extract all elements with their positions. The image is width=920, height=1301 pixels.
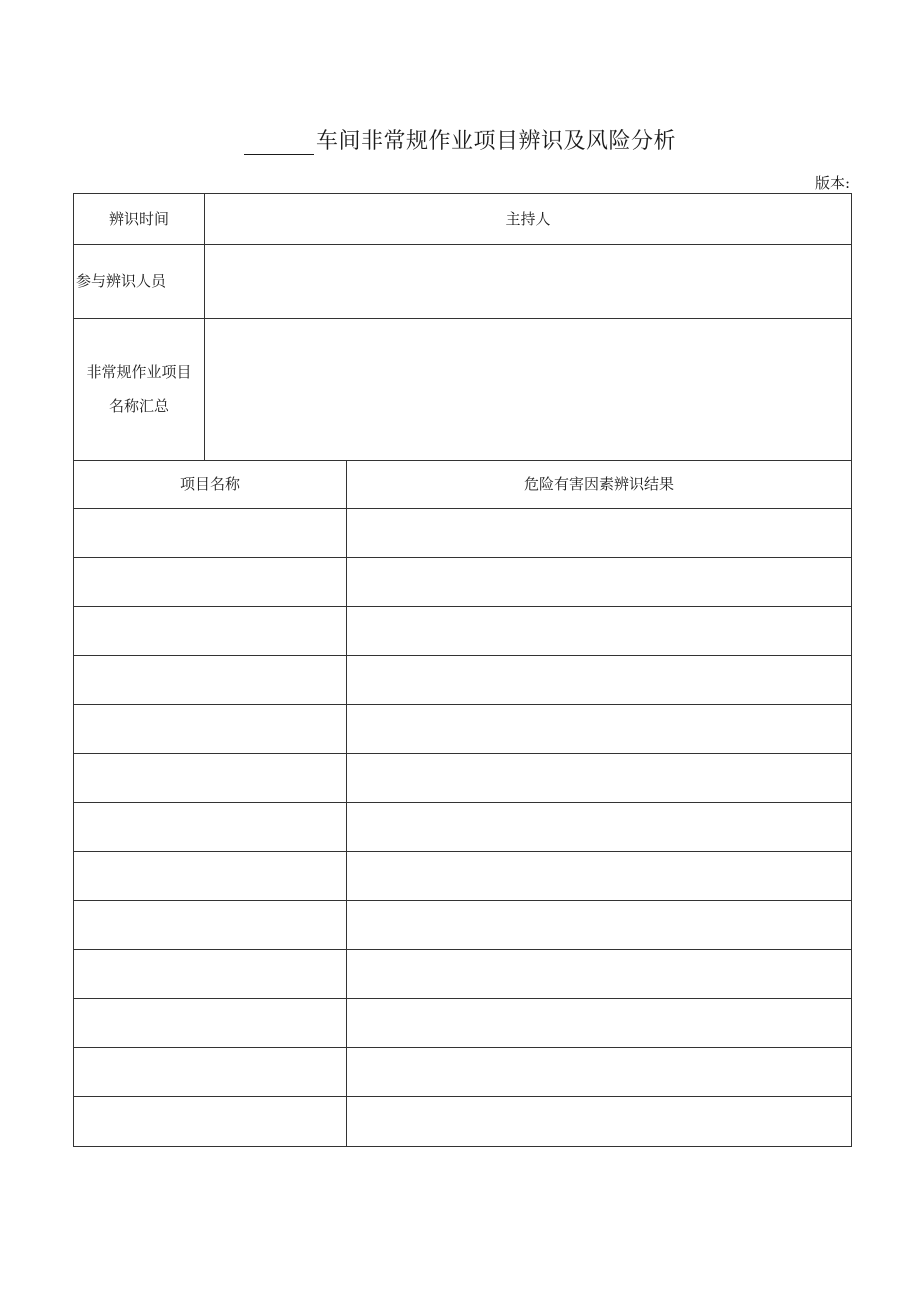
project-name-cell[interactable] — [74, 999, 346, 1047]
table-row — [74, 508, 851, 557]
table-row — [74, 1047, 851, 1096]
summary-label-line1: 非常规作业项目 — [86, 363, 192, 381]
hazard-result-cell[interactable] — [347, 509, 851, 557]
project-name-cell[interactable] — [74, 950, 346, 998]
project-name-cell[interactable] — [74, 754, 346, 802]
hazard-result-cell[interactable] — [347, 1048, 851, 1096]
project-name-cell[interactable] — [74, 1097, 346, 1145]
hazard-result-cell[interactable] — [347, 705, 851, 753]
project-name-cell[interactable] — [74, 656, 346, 704]
column-header-hazard-result: 危险有害因素辨识结果 — [523, 475, 674, 493]
project-name-cell[interactable] — [74, 607, 346, 655]
hazard-result-cell[interactable] — [347, 656, 851, 704]
column-header-project-name: 项目名称 — [179, 475, 240, 493]
hazard-result-cell[interactable] — [347, 950, 851, 998]
project-name-cell[interactable] — [74, 558, 346, 606]
summary-field[interactable] — [205, 319, 851, 460]
hazard-result-cell[interactable] — [347, 754, 851, 802]
project-name-cell[interactable] — [74, 852, 346, 900]
table-row — [74, 655, 851, 704]
table-row — [74, 606, 851, 655]
identify-time-label: 辨识时间 — [108, 210, 169, 228]
project-name-cell[interactable] — [74, 1048, 346, 1096]
hazard-result-cell[interactable] — [347, 803, 851, 851]
project-name-cell[interactable] — [74, 705, 346, 753]
project-name-cell[interactable] — [74, 901, 346, 949]
table-row — [74, 802, 851, 851]
hazard-result-cell[interactable] — [347, 852, 851, 900]
table-body — [74, 508, 851, 1146]
document-title — [0, 124, 920, 155]
title-text: 车间非常规作业项目辨识及风险分析 — [315, 129, 676, 154]
participants-field[interactable] — [205, 245, 851, 318]
table-row — [74, 998, 851, 1047]
hazard-result-cell[interactable] — [347, 1097, 851, 1145]
summary-label-line2: 名称汇总 — [108, 397, 169, 415]
table-row — [74, 949, 851, 998]
version-label: 版本: — [814, 174, 850, 192]
hazard-result-cell[interactable] — [347, 999, 851, 1047]
title-blank-line — [244, 132, 314, 155]
table-row — [74, 753, 851, 802]
table-row — [74, 704, 851, 753]
project-name-cell[interactable] — [74, 509, 346, 557]
hazard-result-cell[interactable] — [347, 901, 851, 949]
form-table — [73, 193, 852, 1147]
hazard-result-cell[interactable] — [347, 558, 851, 606]
table-row — [74, 557, 851, 606]
host-label: 主持人 — [505, 210, 551, 228]
project-name-cell[interactable] — [74, 803, 346, 851]
participants-label: 参与辨识人员 — [76, 272, 167, 290]
table-row — [74, 900, 851, 949]
summary-label — [74, 318, 204, 460]
table-row — [74, 1096, 851, 1145]
hazard-result-cell[interactable] — [347, 607, 851, 655]
table-row — [74, 851, 851, 900]
